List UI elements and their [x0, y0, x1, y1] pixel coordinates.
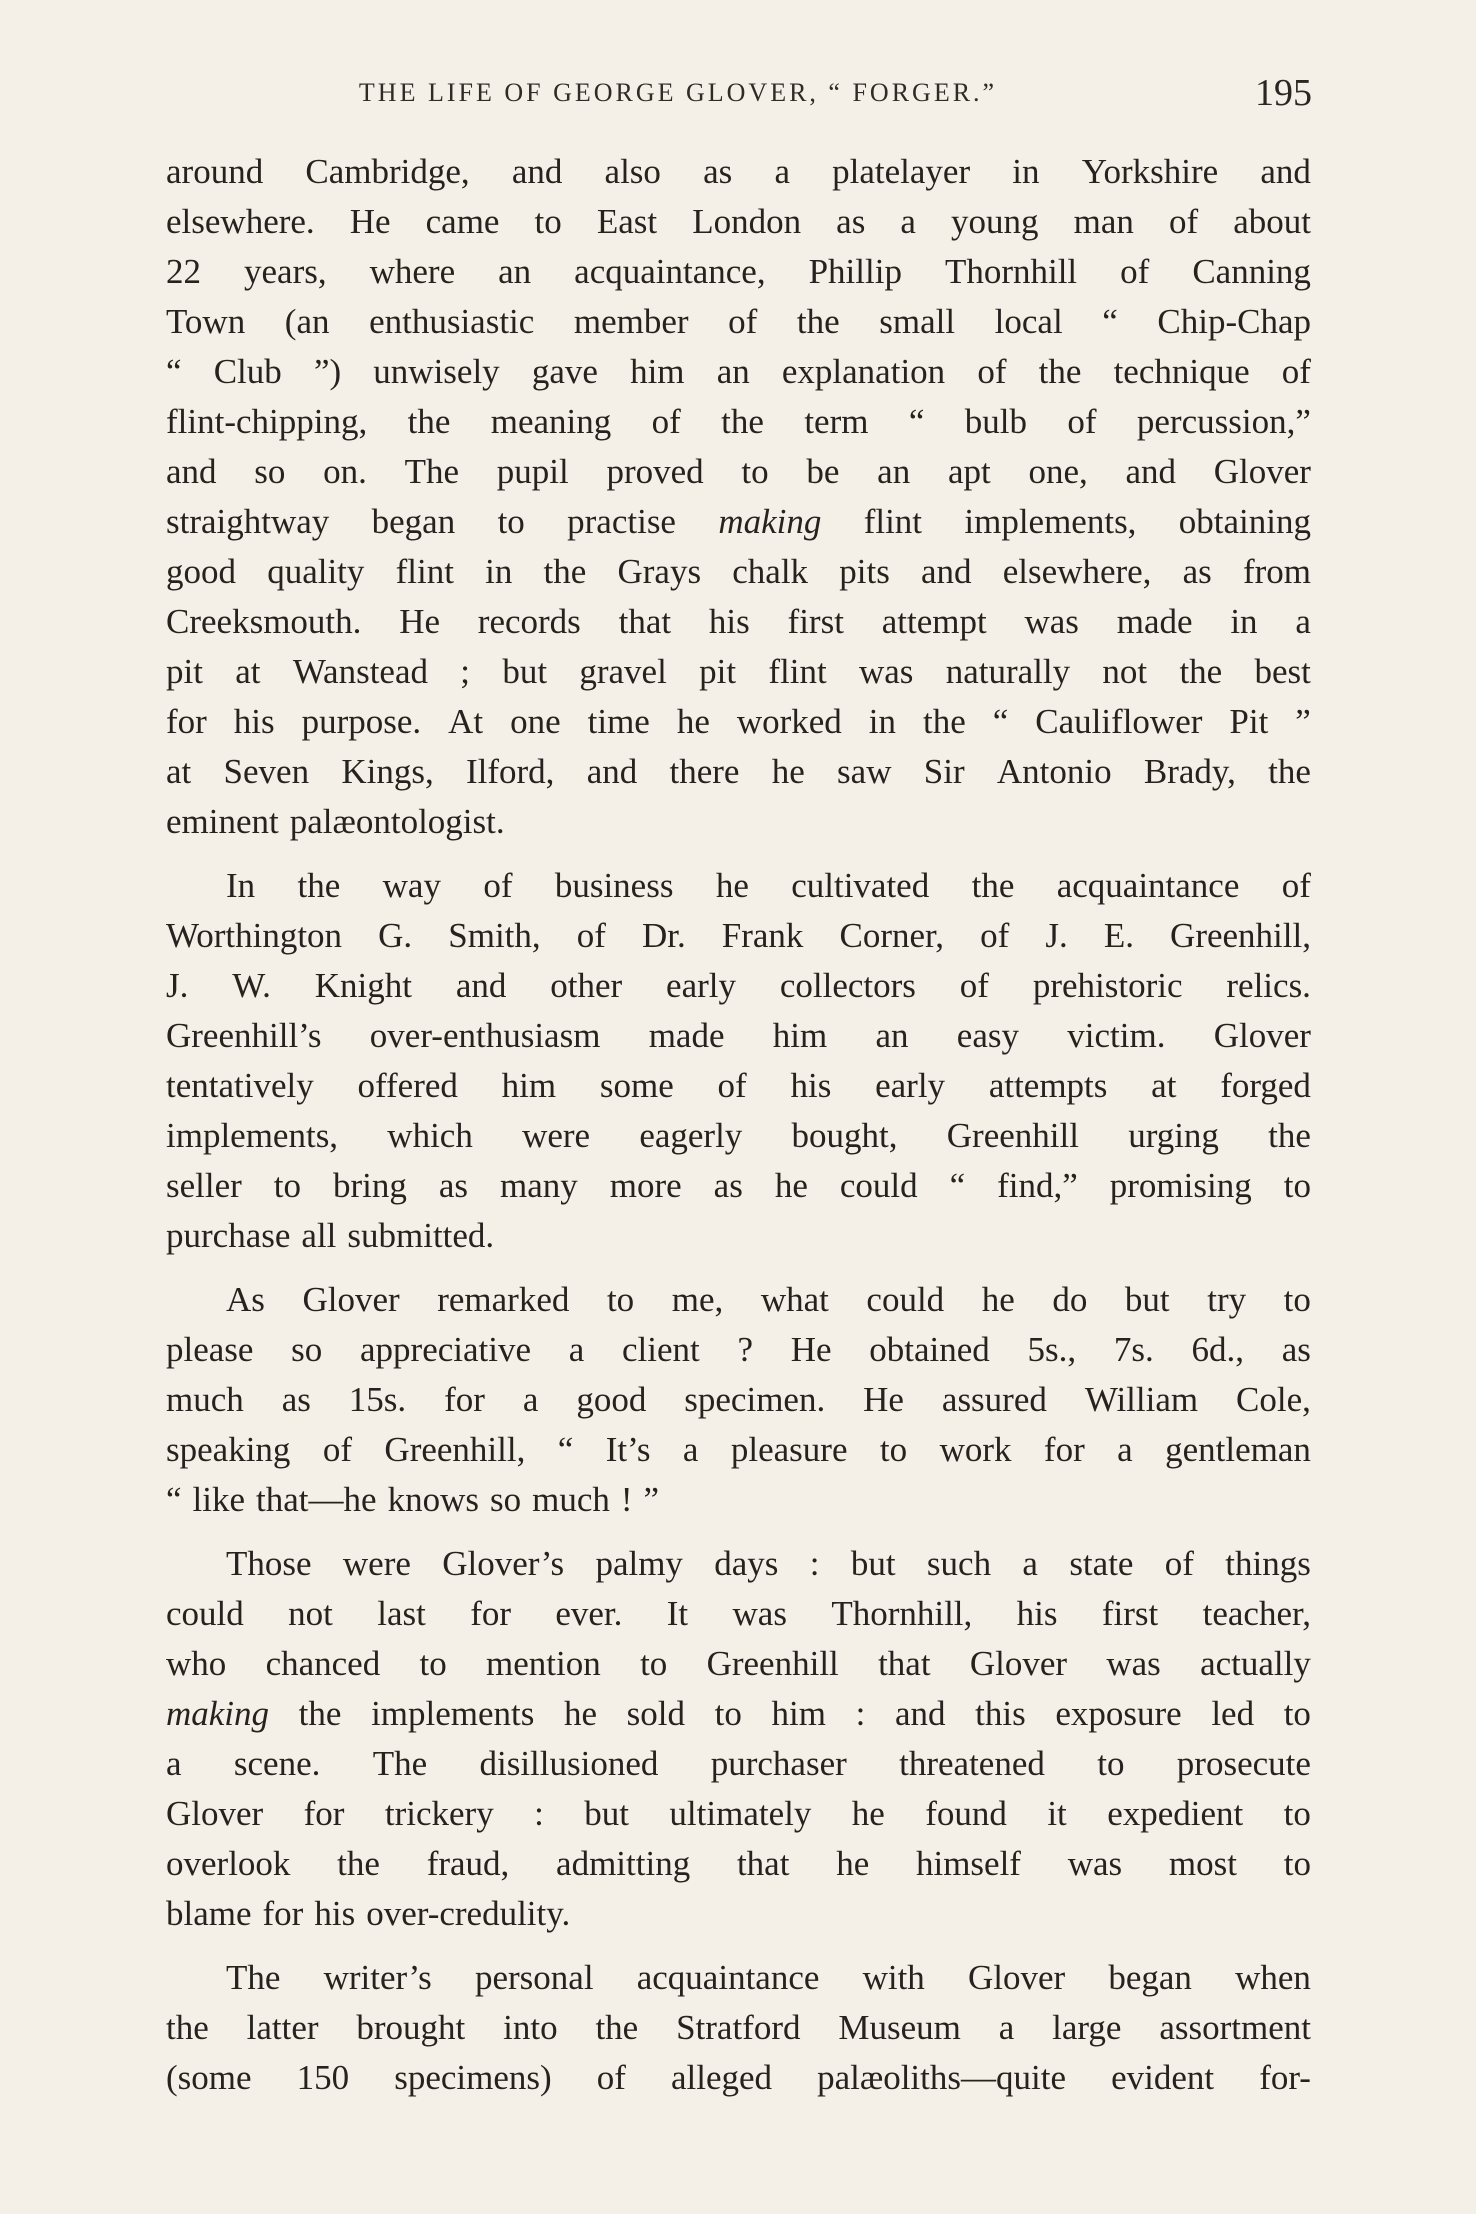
paragraph [166, 1953, 1311, 2103]
text-line: tentatively offered him some of his early attempts at forged [166, 1066, 1311, 1105]
text-line: Glover for trickery : but ultimately he found it expedient to [166, 1794, 1311, 1833]
text-line: a scene. The disillusioned purchaser threatened to prosecute [166, 1744, 1311, 1783]
text-line: who chanced to mention to Greenhill that Glover was actually [166, 1644, 1311, 1683]
text-line: straightway began to practise making flint implements, obtaining [166, 502, 1311, 541]
text-line: the latter brought into the Stratford Museum a large assortment [166, 2008, 1311, 2047]
text-line: please so appreciative a client ? He obtained 5s., 7s. 6d., as [166, 1330, 1311, 1369]
text-line: “ Club ”) unwisely gave him an explanation of the technique of [166, 352, 1311, 391]
body-text [166, 147, 1311, 2103]
paragraph [166, 1539, 1311, 1939]
text-line: pit at Wanstead ; but gravel pit flint was naturally not the best [166, 652, 1311, 691]
text-line: J. W. Knight and other early collectors of prehistoric relics. [166, 966, 1311, 1005]
text-line: The writer’s personal acquaintance with Glover began when [226, 1958, 1311, 1997]
text-line: around Cambridge, and also as a platelayer in Yorkshire and [166, 152, 1311, 191]
text-line: seller to bring as many more as he could “ find,” promising to [166, 1166, 1311, 1205]
text-line: making the implements he sold to him : and this exposure led to [166, 1694, 1311, 1733]
text-line: and so on. The pupil proved to be an apt one, and Glover [166, 452, 1311, 491]
text-line: elsewhere. He came to East London as a young man of about [166, 202, 1311, 241]
text-line: “ like that—he knows so much ! ” [166, 1480, 660, 1519]
text-line: flint-chipping, the meaning of the term “ bulb of percussion,” [166, 402, 1311, 441]
page-number: 195 [1255, 72, 1312, 114]
text-line: Creeksmouth. He records that his first attempt was made in a [166, 602, 1311, 641]
text-line: much as 15s. for a good specimen. He assured William Cole, [166, 1380, 1311, 1419]
paragraph [166, 1275, 1311, 1525]
text-line: In the way of business he cultivated the acquaintance of [226, 866, 1311, 905]
text-line: (some 150 specimens) of alleged palæoliths—quite evident for- [166, 2058, 1311, 2097]
paragraph [166, 861, 1311, 1261]
text-line: at Seven Kings, Ilford, and there he saw Sir Antonio Brady, the [166, 752, 1311, 791]
text-line: speaking of Greenhill, “ It’s a pleasure to work for a gentleman [166, 1430, 1311, 1469]
text-line: Worthington G. Smith, of Dr. Frank Corner, of J. E. Greenhill, [166, 916, 1311, 955]
text-line: overlook the fraud, admitting that he himself was most to [166, 1844, 1311, 1883]
paragraph [166, 147, 1311, 847]
text-line: could not last for ever. It was Thornhill, his first teacher, [166, 1594, 1311, 1633]
text-line: Town (an enthusiastic member of the small local “ Chip-Chap [166, 302, 1311, 341]
text-line: As Glover remarked to me, what could he do but try to [226, 1280, 1311, 1319]
text-line: implements, which were eagerly bought, Greenhill urging the [166, 1116, 1311, 1155]
running-head: THE LIFE OF GEORGE GLOVER, “ FORGER.” [358, 78, 998, 107]
text-line: Greenhill’s over-enthusiasm made him an easy victim. Glover [166, 1016, 1311, 1055]
text-line: for his purpose. At one time he worked in the “ Cauliflower Pit ” [166, 702, 1311, 741]
page-header [166, 68, 1312, 118]
text-line: purchase all submitted. [166, 1216, 495, 1255]
text-line: blame for his over-credulity. [166, 1894, 571, 1933]
text-line: 22 years, where an acquaintance, Phillip Thornhill of Canning [166, 252, 1311, 291]
text-line: Those were Glover’s palmy days : but such a state of things [226, 1544, 1311, 1583]
text-line: good quality flint in the Grays chalk pits and elsewhere, as from [166, 552, 1311, 591]
text-line: eminent palæontologist. [166, 802, 505, 841]
